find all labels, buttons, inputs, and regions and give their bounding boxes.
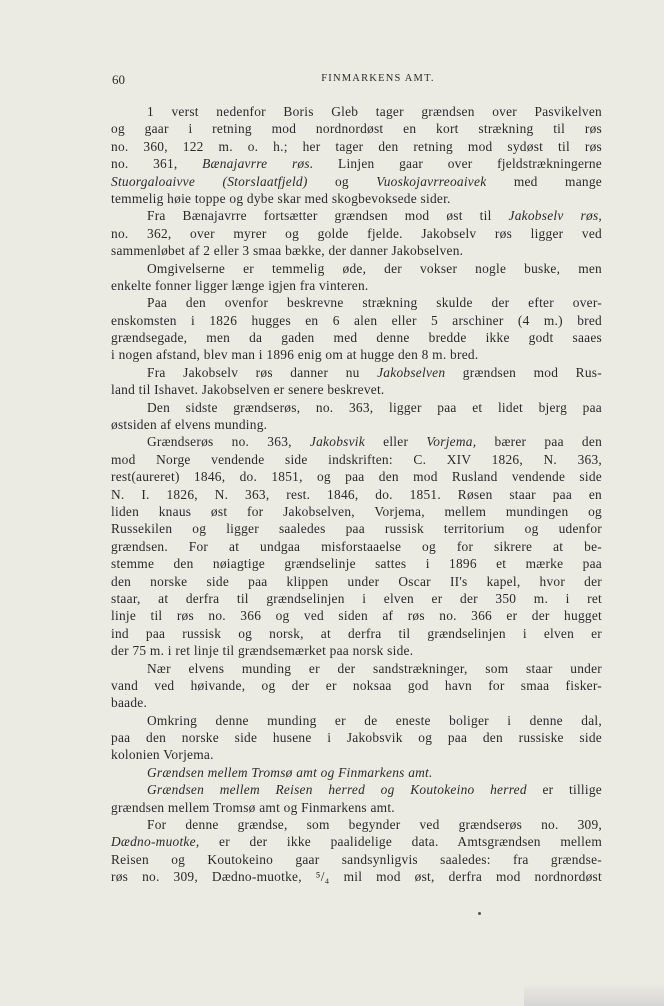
- text-segment: Fra Jakobselv røs danner nu: [147, 364, 378, 380]
- italic-segment: Jakobselv røs,: [508, 208, 602, 224]
- text-segment: For denne grændse, som begynder ved grændserøs no. 309,: [147, 817, 602, 833]
- text-line: [111, 868, 602, 885]
- text-segment: mod Norge vendende side indskriften: C. XIV 1826, N. 363,: [111, 451, 602, 467]
- text-line: [111, 607, 602, 624]
- text-segment: Grændserøs no. 363,: [147, 434, 310, 450]
- text-line: [111, 590, 602, 607]
- text-segment: baade.: [111, 695, 148, 711]
- text-segment: N. I. 1826, N. 363, rest. 1846, do. 1851. Røsen staar paa en: [111, 486, 602, 502]
- text-segment: Linjen gaar over fjeldstrækningerne: [313, 156, 602, 172]
- italic-segment: Jakobsvik: [309, 434, 365, 450]
- text-line: [111, 816, 602, 833]
- print-speck: [478, 912, 481, 915]
- text-line: [111, 677, 602, 694]
- text-line: [111, 764, 602, 781]
- text-segment: no. 361,: [111, 156, 203, 172]
- italic-segment: Vuoskojavrreoaivek: [376, 173, 487, 189]
- text-line: [111, 329, 602, 346]
- text-line: [111, 399, 602, 416]
- text-segment: vand ved høivande, og der er noksaa god havn for smaa fisker-: [111, 677, 602, 693]
- text-line: [111, 833, 602, 850]
- body-text: [111, 103, 602, 886]
- text-segment: østsiden af elvens munding.: [111, 417, 268, 433]
- text-segment: og: [307, 173, 377, 189]
- text-line: [111, 173, 602, 190]
- text-segment: sammenløbet af 2 eller 3 smaa bække, der danner Jakobselven.: [111, 243, 464, 259]
- text-segment: Paa den ovenfor beskrevne strækning skulde der efter over-: [147, 295, 602, 311]
- text-line: [111, 538, 602, 555]
- text-line: [111, 433, 602, 450]
- text-segment: Russekilen og ligger saaledes paa russisk territorium og udenfor: [111, 521, 602, 537]
- running-title: FINMARKENS AMT.: [321, 73, 435, 84]
- text-line: [111, 364, 602, 381]
- text-segment: enskomsten i 1826 hugges en 6 alen eller 5 arschiner (4 m.) bred: [111, 312, 602, 328]
- text-segment: med mange: [486, 173, 602, 189]
- text-line: [111, 729, 602, 746]
- text-line: [111, 225, 602, 242]
- text-line: [111, 451, 602, 468]
- text-segment: paa den norske side husene i Jakobsvik og paa den russiske side: [111, 730, 602, 746]
- text-line: [111, 242, 602, 259]
- text-line: [111, 260, 602, 277]
- text-line: [111, 190, 602, 207]
- text-segment: og gaar i retning mod nordnordøst en kort strækning til røs: [111, 121, 602, 137]
- text-line: [111, 312, 602, 329]
- text-segment: den norske side paa klippen under Oscar II's kapel, hvor der: [111, 573, 602, 589]
- text-segment: liden knaus øst for Jakobselven, Vorjema, mellem mundingen og: [111, 503, 602, 519]
- text-line: [111, 781, 602, 798]
- text-segment: no. 362, over myrer og golde fjelde. Jakobselv røs ligger ved: [111, 225, 602, 241]
- text-segment: grændsen mod Rus-: [445, 364, 602, 380]
- text-line: [111, 103, 602, 120]
- text-segment: eller: [364, 434, 427, 450]
- text-line: [111, 207, 602, 224]
- text-line: [111, 294, 602, 311]
- text-line: [111, 573, 602, 590]
- text-line: [111, 138, 602, 155]
- italic-segment: Dædno-muotke,: [111, 834, 200, 850]
- text-line: [111, 851, 602, 868]
- text-segment: Omgivelserne er temmelig øde, der vokser nogle buske, men: [147, 260, 602, 276]
- text-segment: grændsen mellem Tromsø amt og Finmarkens amt.: [111, 799, 395, 815]
- text-segment: Omkring denne munding er de eneste boliger i denne dal,: [147, 712, 602, 728]
- text-segment: er tillige: [526, 782, 602, 798]
- text-segment: rest(aureret) 1846, do. 1851, og paa den mod Rusland vendende side: [111, 469, 602, 485]
- text-line: [111, 694, 602, 711]
- scan-edge-shadow: [524, 982, 664, 1006]
- italic-segment: Stuorgaloaivve (Storslaatfjeld): [111, 173, 308, 189]
- italic-segment: Grændsen mellem Tromsø amt og Finmarkens amt.: [147, 764, 433, 780]
- text-segment: Fra Bænajavrre fortsætter grændsen mod øst til: [147, 208, 509, 224]
- text-line: [111, 520, 602, 537]
- text-line: [111, 625, 602, 642]
- text-segment: Reisen og Koutokeino gaar sandsynligvis saaledes: fra grændse-: [111, 851, 602, 867]
- text-segment: ind paa russisk og norsk, at derfra til grændselinjen i elven er: [111, 625, 602, 641]
- text-segment: bærer paa den: [476, 434, 603, 450]
- text-line: [111, 712, 602, 729]
- text-segment: i nogen afstand, blev man i 1896 enig om at hugge den 8 m. bred.: [111, 347, 479, 363]
- text-segment: grændsen. For at undgaa misforstaaelse og for sikrere at be-: [111, 538, 602, 554]
- italic-segment: Vorjema,: [426, 434, 477, 450]
- text-line: [111, 155, 602, 172]
- text-line: [111, 660, 602, 677]
- running-head: [112, 72, 604, 90]
- text-line: [111, 468, 602, 485]
- text-line: [111, 381, 602, 398]
- text-line: [111, 503, 602, 520]
- text-line: [111, 799, 602, 816]
- text-segment: temmelig høie toppe og dybe skar med skogbevoksede sider.: [111, 190, 451, 206]
- text-segment: land til Ishavet. Jakobselven er senere beskrevet.: [111, 382, 385, 398]
- text-segment: 1 verst nedenfor Boris Gleb tager grændsen over Pasvikelven: [147, 104, 602, 119]
- text-line: [111, 416, 602, 433]
- text-line: [111, 346, 602, 363]
- text-line: [111, 120, 602, 137]
- text-segment: enkelte fonner ligger længe igjen fra vinteren.: [111, 277, 369, 293]
- italic-segment: Jakobselven: [377, 364, 446, 380]
- text-line: [111, 555, 602, 572]
- text-line: [111, 277, 602, 294]
- text-segment: grændsegade, men da gaden med denne bredde ikke godt saaes: [111, 330, 602, 346]
- text-segment: staar, at derfra til grændselinjen i elven er der 350 m. i ret: [111, 590, 602, 606]
- text-segment: der 75 m. i ret linje til grændsemærket paa norsk side.: [111, 643, 414, 659]
- text-line: [111, 486, 602, 503]
- italic-segment: Bænajavrre røs.: [202, 156, 314, 172]
- text-segment: Nær elvens munding er der sandstrækninger, som staar under: [147, 660, 602, 676]
- text-segment: røs no. 309, Dædno-muotke, ⁵/₄ mil mod øst, derfra mod nordnordøst: [111, 869, 602, 885]
- text-segment: linje til røs no. 366 og ved siden af røs no. 366 er der hugget: [111, 608, 602, 624]
- text-line: [111, 642, 602, 659]
- text-segment: no. 360, 122 m. o. h.; her tager den retning mod sydøst til røs: [111, 138, 602, 154]
- page-number: 60: [112, 72, 125, 87]
- text-segment: stemme den nøiagtige grændselinje sattes i 1896 et mærke paa: [111, 556, 602, 572]
- text-segment: er der ikke paalidelige data. Amtsgrændsen mellem: [199, 834, 602, 850]
- italic-segment: Grændsen mellem Reisen herred og Koutokeino herred: [147, 782, 527, 798]
- text-line: [111, 746, 602, 763]
- text-segment: kolonien Vorjema.: [111, 747, 214, 763]
- text-segment: Den sidste grændserøs, no. 363, ligger paa et lidet bjerg paa: [147, 399, 602, 415]
